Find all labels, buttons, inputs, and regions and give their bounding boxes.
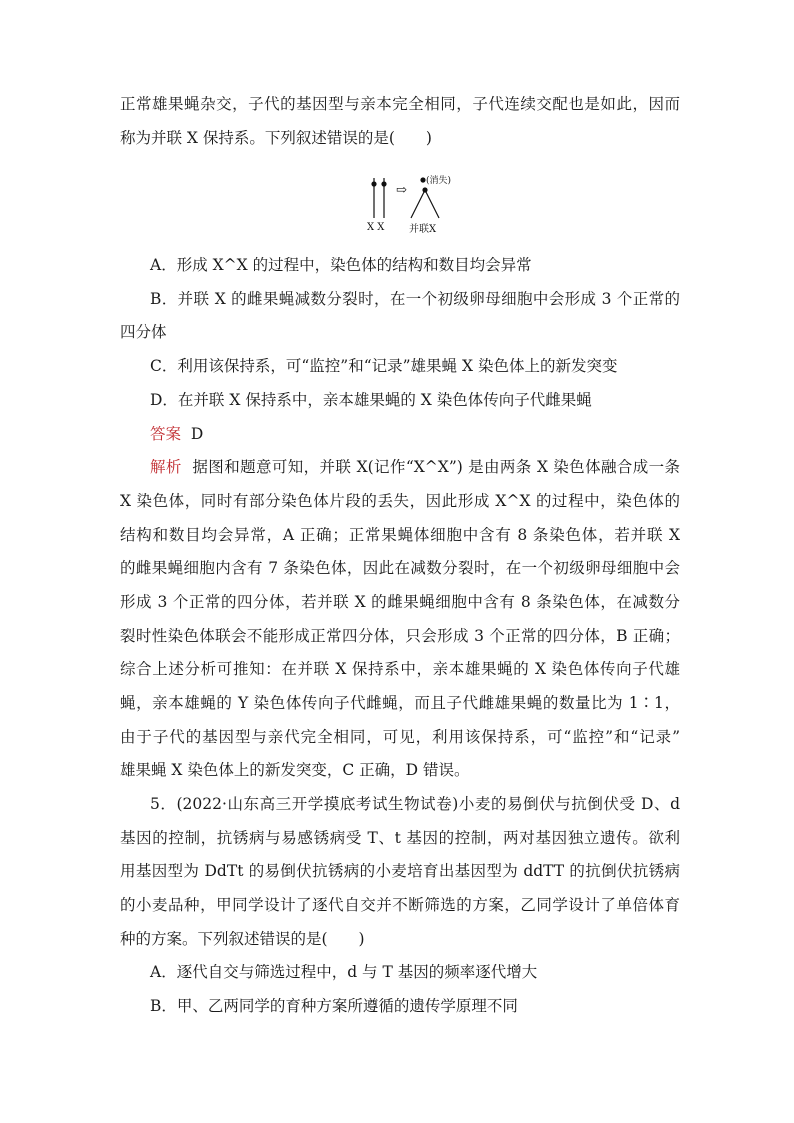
analysis-label: 解析 bbox=[150, 458, 182, 476]
analysis-line: X 染色体，同时有部分染色体片段的丢失，因此形成 X^X 的过程中，染色体的 bbox=[120, 492, 680, 510]
analysis-line: 雄果蝇 X 染色体上的新发突变，C 正确，D 错误。 bbox=[120, 761, 470, 779]
answer-label: 答案 bbox=[150, 425, 182, 443]
answer-line bbox=[150, 424, 680, 444]
analysis-line: 由于子代的基因型与亲代完全相同，可见，利用该保持系，可“监控”和“记录” bbox=[120, 728, 680, 746]
question5-line: 的小麦品种，甲同学设计了逐代自交并不断筛选的方案，乙同学设计了单倍体育 bbox=[120, 896, 680, 914]
question5-line: 种的方案。下列叙述错误的是( ) bbox=[120, 930, 365, 948]
analysis-line-1 bbox=[150, 457, 680, 477]
option-b-line-2: 四分体 bbox=[120, 323, 167, 341]
lost-fragment bbox=[420, 177, 425, 182]
analysis-line: 结构和数目均会异常，A 正确；正常果蝇体细胞中含有 8 条染色体，若并联 X bbox=[120, 526, 680, 544]
option-d: D．在并联 X 保持系中，亲本雄果蝇的 X 染色体传向子代雌果蝇 bbox=[150, 391, 592, 409]
question5-line: 基因的控制，抗锈病与易感锈病受 T、t 基因的控制，两对基因独立遗传。欲利 bbox=[120, 829, 680, 847]
answer-value: D bbox=[190, 425, 204, 443]
arrow-icon: ⇨ bbox=[396, 183, 407, 198]
analysis-line: 蝇，亲本雄蝇的 Y 染色体传向子代雌蝇，而且子代雌雄果蝇的数量比为 1∶1， bbox=[120, 694, 680, 712]
parallel-x-figure bbox=[365, 170, 465, 238]
option-a: A．形成 X^X 的过程中，染色体的结构和数目均会异常 bbox=[150, 256, 532, 274]
question5-option-a: A．逐代自交与筛选过程中，d 与 T 基因的频率逐代增大 bbox=[150, 963, 538, 981]
option-b-line-1: B．并联 X 的雌果蝇减数分裂时，在一个初级卵母细胞中会形成 3 个正常的 bbox=[150, 290, 680, 308]
intro-line-2: 称为并联 X 保持系。下列叙述错误的是( ) bbox=[120, 129, 432, 147]
option-c: C．利用该保持系，可“监控”和“记录”雄果蝇 X 染色体上的新发突变 bbox=[150, 357, 618, 375]
analysis-line: 的雌果蝇细胞内含有 7 条染色体，因此在减数分裂时，在一个初级卵母细胞中会 bbox=[120, 559, 680, 577]
analysis-line: 裂时性染色体联会不能形成正常四分体，只会形成 3 个正常的四分体，B 正确； bbox=[120, 627, 680, 645]
fused-label: 并联X bbox=[409, 224, 437, 235]
lost-label: (消失) bbox=[426, 176, 452, 186]
xx-label: X X bbox=[367, 222, 385, 233]
question5-line: 用基因型为 DdTt 的易倒伏抗锈病的小麦培育出基因型为 ddTT 的抗倒伏抗锈病 bbox=[120, 862, 680, 880]
fused-x-chromosome bbox=[411, 187, 439, 218]
analysis-line: 综合上述分析可推知：在并联 X 保持系中，亲本雄果蝇的 X 染色体传向子代雄 bbox=[120, 660, 680, 678]
analysis-first-text: 据图和题意可知，并联 X(记作“X^X”) 是由两条 X 染色体融合成一条 bbox=[192, 458, 681, 476]
question5-option-b: B．甲、乙两同学的育种方案所遵循的遗传学原理不同 bbox=[150, 997, 518, 1015]
analysis-line: 形成 3 个正常的四分体，若并联 X 的雌果蝇细胞中含有 8 条染色体，在减数分 bbox=[120, 593, 680, 611]
xx-chromosomes bbox=[371, 178, 386, 218]
intro-line-1: 正常雄果蝇杂交，子代的基因型与亲本完全相同，子代连续交配也是如此，因而 bbox=[120, 95, 680, 113]
question5-line: 5．(2022·山东高三开学摸底考试生物试卷)小麦的易倒伏与抗倒伏受 D、d bbox=[150, 795, 680, 813]
